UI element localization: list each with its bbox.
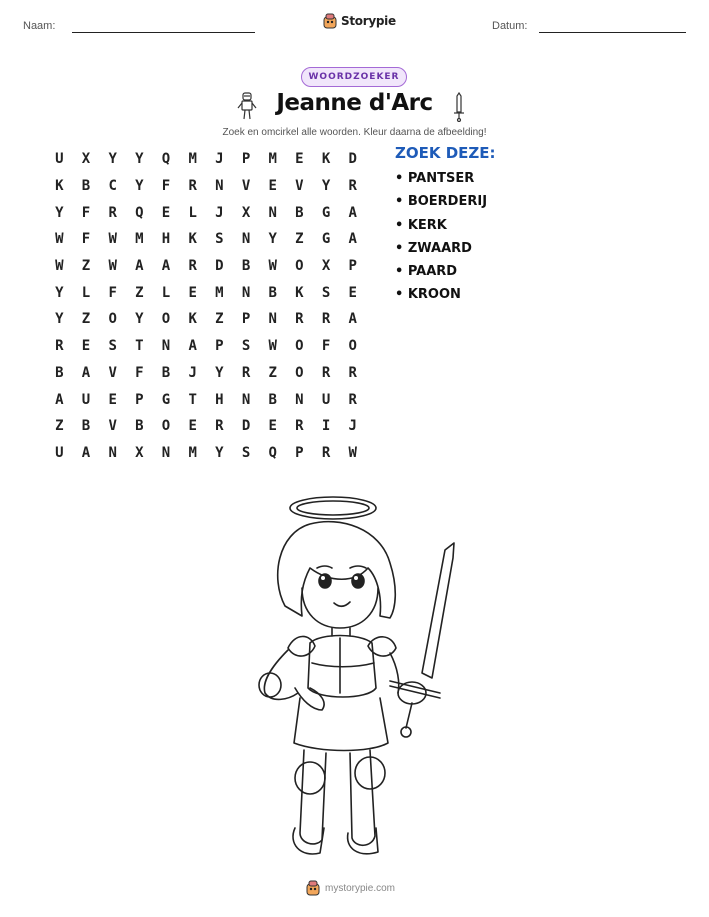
grid-cell: G (321, 231, 331, 248)
grid-cell: Y (321, 178, 331, 195)
grid-cell: Z (295, 231, 304, 248)
word-list-item: • PANTSER (395, 171, 475, 186)
grid-cell: N (241, 231, 251, 248)
grid-cell: Z (268, 364, 277, 381)
grid-cell: S (215, 231, 224, 248)
grid-cell: R (348, 391, 357, 408)
grid-cell: U (321, 391, 331, 408)
grid-row (46, 360, 366, 387)
grid-cell: S (241, 444, 251, 461)
grid-cell: A (188, 338, 197, 355)
grid-cell: N (161, 338, 171, 355)
grid-cell: R (321, 364, 331, 381)
grid-cell: P (241, 151, 251, 168)
name-label: Naam: (23, 20, 56, 32)
grid-cell: K (188, 231, 197, 248)
grid-cell: Y (55, 311, 64, 328)
grid-cell: F (321, 338, 331, 355)
grid-cell: P (348, 258, 357, 275)
grid-cell: H (215, 391, 224, 408)
word-list-title: ZOEK DEZE: (395, 144, 496, 162)
grid-cell: V (241, 178, 251, 195)
grid-cell: W (55, 231, 64, 248)
grid-cell: A (348, 311, 357, 328)
grid-cell: W (348, 444, 357, 461)
grid-cell: X (81, 151, 91, 168)
worksheet-type-badge: WOORDZOEKER (301, 67, 407, 87)
grid-cell: B (135, 418, 144, 435)
date-label: Datum: (492, 20, 528, 32)
grid-cell: Y (55, 284, 64, 301)
grid-cell: E (108, 391, 117, 408)
grid-cell: K (188, 311, 197, 328)
brand-logo (323, 13, 396, 29)
instructions: Zoek en omcirkel alle woorden. Kleur daarna de afbeelding! (222, 127, 487, 138)
grid-cell: B (268, 391, 277, 408)
grid-cell: B (55, 364, 64, 381)
grid-cell: B (241, 258, 251, 275)
grid-cell: G (161, 391, 171, 408)
grid-cell: E (295, 151, 304, 168)
grid-cell: J (348, 418, 357, 435)
grid-cell: R (188, 258, 197, 275)
grid-cell: A (81, 364, 91, 381)
grid-cell: F (81, 231, 91, 248)
grid-cell: R (295, 418, 304, 435)
grid-cell: R (188, 178, 197, 195)
grid-cell: A (81, 444, 91, 461)
grid-cell: Y (108, 151, 117, 168)
grid-row (46, 226, 366, 253)
grid-cell: X (321, 258, 331, 275)
grid-cell: F (81, 204, 91, 221)
grid-cell: L (188, 204, 197, 221)
grid-cell: Q (268, 444, 277, 461)
grid-cell: J (188, 364, 197, 381)
word-list (395, 171, 487, 311)
grid-cell: Y (55, 204, 64, 221)
word-list-item: • BOERDERIJ (395, 194, 488, 210)
joan-of-arc-coloring-illustration (240, 488, 470, 860)
grid-cell: N (295, 391, 304, 408)
grid-cell: K (55, 178, 64, 195)
grid-cell: E (188, 418, 197, 435)
storypie-mascot-icon (306, 880, 320, 896)
grid-cell: O (295, 364, 304, 381)
grid-cell: Z (81, 258, 91, 275)
grid-cell: B (161, 364, 171, 381)
grid-cell: Y (135, 311, 144, 328)
brand-name: Storypie (341, 14, 396, 28)
grid-cell: B (295, 204, 304, 221)
grid-cell: N (161, 444, 171, 461)
grid-cell: U (81, 391, 91, 408)
grid-cell: R (241, 364, 251, 381)
grid-cell: E (161, 204, 171, 221)
grid-row (46, 386, 366, 413)
grid-cell: Y (268, 231, 277, 248)
grid-cell: P (215, 338, 224, 355)
word-list-item: • ZWAARD (395, 240, 472, 256)
grid-cell: S (321, 284, 331, 301)
grid-cell: Y (215, 444, 224, 461)
grid-cell: R (295, 311, 304, 328)
grid-cell: X (241, 204, 251, 221)
grid-cell: E (268, 178, 277, 195)
grid-cell: B (268, 284, 277, 301)
grid-cell: M (268, 151, 277, 168)
grid-cell: L (161, 284, 171, 301)
grid-cell: A (348, 204, 357, 221)
footer (306, 880, 395, 896)
grid-cell: V (295, 178, 304, 195)
grid-cell: Y (215, 364, 224, 381)
grid-cell: W (268, 258, 277, 275)
grid-cell: V (108, 364, 117, 381)
grid-cell: R (215, 418, 224, 435)
grid-cell: C (108, 178, 117, 195)
grid-row (46, 199, 366, 226)
word-list-item: • KERK (395, 217, 447, 233)
grid-cell: J (215, 151, 224, 168)
grid-cell: P (135, 391, 144, 408)
grid-cell: M (135, 231, 144, 248)
grid-row (46, 440, 366, 467)
grid-cell: O (348, 338, 357, 355)
grid-cell: W (55, 258, 64, 275)
grid-cell: W (108, 231, 117, 248)
grid-cell: K (295, 284, 304, 301)
grid-cell: N (108, 444, 117, 461)
grid-cell: F (161, 178, 171, 195)
grid-cell: G (321, 204, 331, 221)
grid-cell: O (161, 418, 171, 435)
grid-cell: B (81, 418, 91, 435)
grid-cell: N (241, 284, 251, 301)
grid-cell: D (241, 418, 251, 435)
grid-cell: N (215, 178, 224, 195)
grid-cell: Z (81, 311, 91, 328)
grid-cell: P (241, 311, 251, 328)
grid-cell: P (295, 444, 304, 461)
grid-cell: B (81, 178, 91, 195)
grid-cell: O (108, 311, 117, 328)
grid-cell: T (188, 391, 197, 408)
grid-cell: Z (215, 311, 224, 328)
grid-cell: Q (135, 204, 144, 221)
grid-cell: N (241, 391, 251, 408)
grid-cell: R (321, 311, 331, 328)
word-search-grid (46, 146, 366, 466)
grid-cell: I (321, 418, 331, 435)
word-list-item: • PAARD (395, 264, 458, 280)
grid-cell: E (348, 284, 357, 301)
grid-cell: U (55, 151, 64, 168)
page-title: Jeanne d'Arc (276, 90, 433, 116)
grid-row (46, 279, 366, 306)
grid-cell: O (161, 311, 171, 328)
footer-url: mystorypie.com (325, 882, 396, 894)
sword-icon (452, 92, 466, 122)
grid-cell: Y (135, 151, 144, 168)
grid-cell: R (55, 338, 64, 355)
grid-cell: V (108, 418, 117, 435)
grid-cell: E (188, 284, 197, 301)
grid-cell: U (55, 444, 64, 461)
grid-cell: W (268, 338, 277, 355)
grid-cell: D (215, 258, 224, 275)
grid-cell: Y (135, 178, 144, 195)
grid-cell: A (348, 231, 357, 248)
grid-cell: A (161, 258, 171, 275)
grid-row (46, 146, 366, 173)
grid-cell: M (188, 444, 197, 461)
grid-cell: K (321, 151, 331, 168)
grid-cell: H (161, 231, 171, 248)
grid-cell: E (81, 338, 91, 355)
grid-cell: Z (55, 418, 64, 435)
grid-row (46, 306, 366, 333)
name-line (72, 32, 255, 33)
grid-cell: N (268, 311, 277, 328)
grid-cell: L (81, 284, 91, 301)
grid-cell: F (135, 364, 144, 381)
grid-cell: N (268, 204, 277, 221)
grid-cell: F (108, 284, 117, 301)
grid-cell: W (108, 258, 117, 275)
grid-cell: R (348, 178, 357, 195)
grid-cell: O (295, 258, 304, 275)
grid-cell: M (215, 284, 224, 301)
grid-cell: A (135, 258, 144, 275)
grid-cell: D (348, 151, 357, 168)
grid-cell: Z (135, 284, 144, 301)
grid-cell: R (348, 364, 357, 381)
storypie-mascot-icon (323, 13, 337, 29)
grid-row (46, 253, 366, 280)
grid-cell: A (55, 391, 64, 408)
grid-row (46, 333, 366, 360)
grid-cell: S (241, 338, 251, 355)
grid-row (46, 413, 366, 440)
grid-cell: X (135, 444, 144, 461)
grid-row (46, 173, 366, 200)
grid-cell: T (135, 338, 144, 355)
grid-cell: S (108, 338, 117, 355)
grid-cell: R (108, 204, 117, 221)
grid-cell: Q (161, 151, 171, 168)
grid-cell: R (321, 444, 331, 461)
grid-cell: O (295, 338, 304, 355)
word-list-item: • KROON (395, 287, 461, 303)
grid-cell: J (215, 204, 224, 221)
date-line (539, 32, 686, 33)
grid-cell: E (268, 418, 277, 435)
grid-cell: M (188, 151, 197, 168)
